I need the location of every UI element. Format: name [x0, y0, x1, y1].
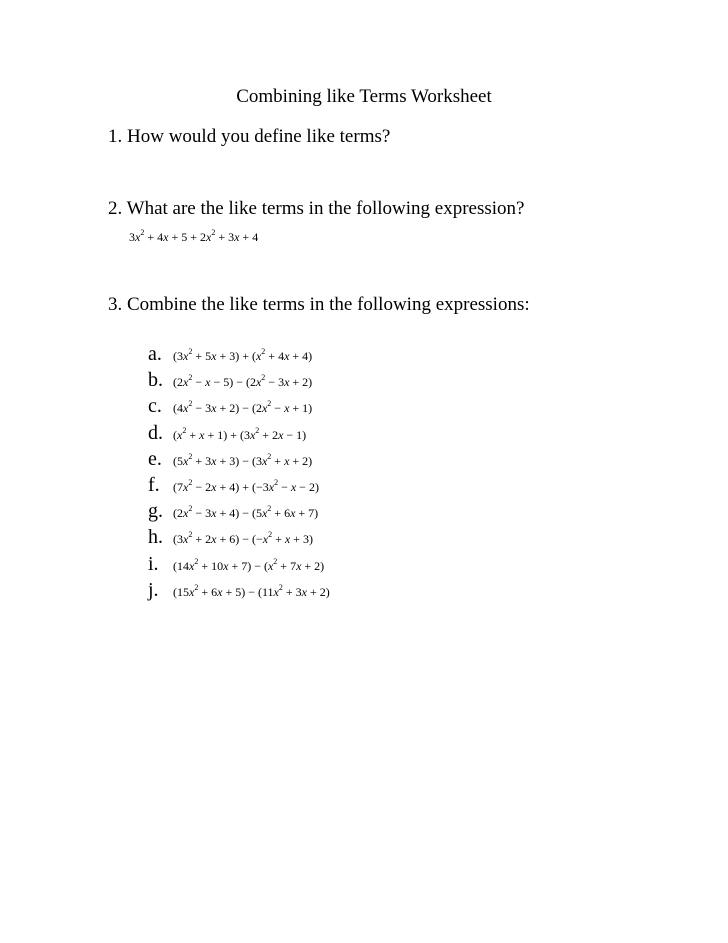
question-1: 1. How would you define like terms?: [108, 126, 391, 147]
part-label: h.: [148, 526, 163, 549]
question-3: 3. Combine the like terms in the following expressions:: [108, 294, 530, 315]
part-expression: $(7x^2 - 2x + 4) + (-3x^2 - x - 2)$: [173, 477, 319, 494]
part-expression: $(2x^2 - 3x + 4) - (5x^2 + 6x + 7)$: [173, 504, 319, 521]
part-j: [148, 579, 330, 605]
part-a: [148, 343, 330, 369]
part-e: [148, 448, 330, 474]
part-expression: $(5x^2 + 3x + 3) - (3x^2 + x + 2)$: [173, 451, 313, 468]
part-expression: $(14x^2 + 10x + 7) - (x^2 + 7x + 2)$: [173, 556, 325, 573]
part-expression: $(3x^2 + 2x + 6) - (-x^2 + x + 3)$: [173, 530, 313, 547]
part-label: b.: [148, 369, 163, 392]
part-label: f.: [148, 473, 160, 496]
part-expression: $(15x^2 + 6x + 5) - (11x^2 + 3x + 2)$: [173, 582, 330, 599]
part-label: i.: [148, 552, 159, 575]
part-h: [148, 526, 330, 552]
question-2: 2. What are the like terms in the following expression?: [108, 198, 525, 219]
part-expression: $(3x^2 + 5x + 3) + (x^2 + 4x + 4)$: [173, 347, 313, 363]
part-c: [148, 395, 330, 421]
part-label: g.: [148, 500, 163, 523]
part-label: e.: [148, 447, 162, 470]
question-3-parts: [148, 343, 330, 605]
part-label: d.: [148, 421, 163, 444]
part-expression: $(2x^2 - x - 5) - (2x^2 - 3x + 2)$: [173, 373, 313, 390]
part-label: c.: [148, 395, 162, 418]
worksheet-title: Combining like Terms Worksheet: [236, 86, 492, 107]
part-b: [148, 369, 330, 395]
part-i: [148, 553, 330, 579]
part-expression: $(4x^2 - 3x + 2) - (2x^2 - x + 1)$: [173, 399, 313, 416]
part-d: [148, 422, 330, 448]
part-label: a.: [148, 343, 162, 365]
question-2-expression: $3x^2 + 4x + 5 + 2x^2 + 3x + 4$: [129, 228, 259, 244]
part-expression: $(x^2 + x + 1) + (3x^2 + 2x - 1)$: [173, 425, 307, 442]
part-f: [148, 474, 330, 500]
part-g: [148, 500, 330, 526]
part-label: j.: [148, 578, 159, 601]
